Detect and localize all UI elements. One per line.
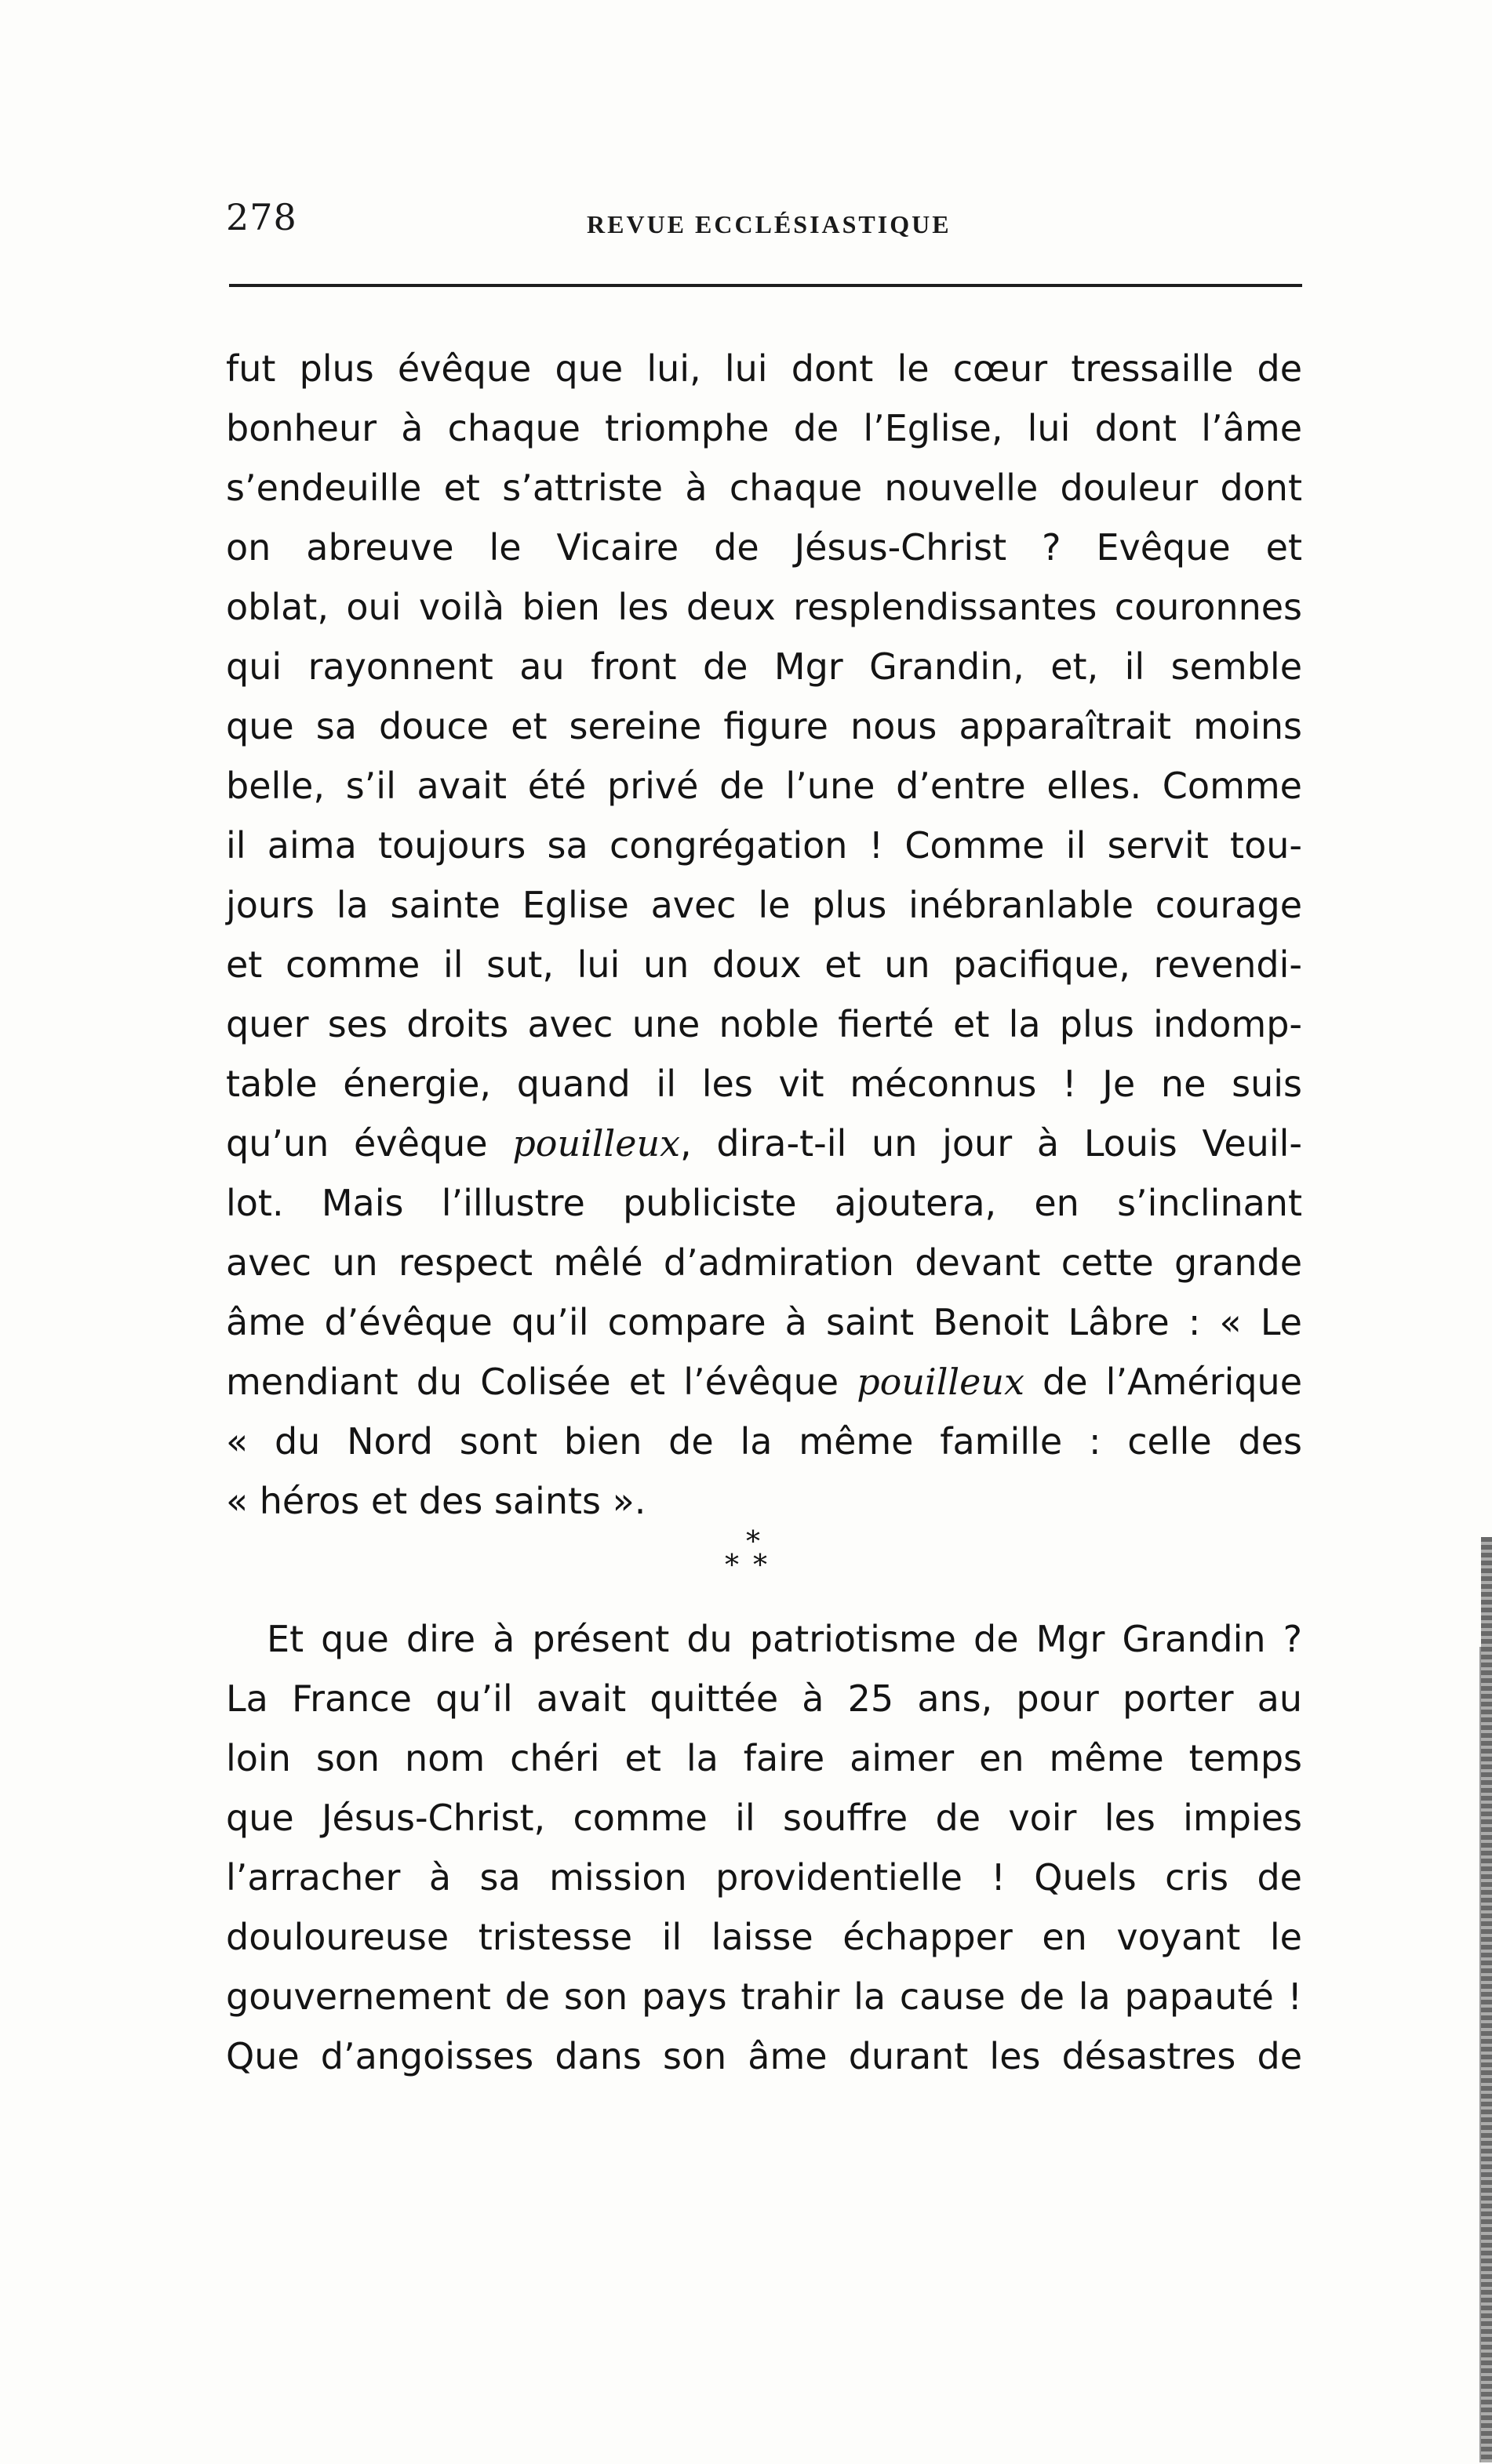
text-run: jours la sainte Eglise avec le plus inébranlable courage <box>226 884 1302 926</box>
text-line <box>226 339 1302 398</box>
text-run: il aima toujours sa congrégation ! Comme il servit tou- <box>226 824 1302 867</box>
text-line: douloureuse tristesse il laisse échapper en voyant le <box>226 1916 1302 1958</box>
text-run: de l’Amérique <box>1024 1361 1302 1403</box>
text-run: lot. Mais l’illustre publiciste ajoutera, en s’inclinant <box>226 1182 1302 1224</box>
text-line <box>226 637 1302 696</box>
text-line: loin son nom chéri et la faire aimer en même temps <box>226 1737 1302 1779</box>
text-line <box>226 875 1302 935</box>
text-line <box>226 398 1302 458</box>
text-run: belle, s’il avait été privé de l’une d’entre elles. Comme <box>226 765 1302 807</box>
text-run: mendiant du Colisée et l’évêque <box>226 1361 857 1403</box>
text-run: oblat, oui voilà bien les deux resplendissantes couronnes <box>226 586 1302 628</box>
text-line: l’arracher à sa mission providentielle ! Quels cris de <box>226 1856 1302 1899</box>
text-run: on abreuve le Vicaire de Jésus-Christ ? Evêque et <box>226 526 1302 569</box>
text-run: qu’un évêque <box>226 1122 513 1165</box>
text-line <box>226 696 1302 756</box>
text-line: Et que dire à présent du patriotisme de Mgr Grandin ? <box>267 1618 1302 1660</box>
text-line: La France qu’il avait quittée à 25 ans, pour porter au <box>226 1677 1302 1720</box>
asterism-separator <box>706 1526 800 1589</box>
text-run: « héros et des saints ». <box>226 1480 646 1522</box>
paragraph-2 <box>226 1609 1302 2086</box>
text-run: qui rayonnent au front de Mgr Grandin, et, il semble <box>226 645 1302 688</box>
text-line: Que d’angoisses dans son âme durant les désastres de <box>226 2035 1302 2077</box>
italic-word: pouilleux <box>512 1122 681 1165</box>
text-line <box>226 1114 1302 1173</box>
text-run: s’endeuille et s’attriste à chaque nouvelle douleur dont <box>226 467 1302 509</box>
text-run: « du Nord sont bien de la même famille : celle des <box>226 1420 1302 1463</box>
text-run: âme d’évêque qu’il compare à saint Benoit Lâbre : « Le <box>226 1301 1302 1343</box>
text-run: bonheur à chaque triomphe de l’Eglise, lui dont l’âme <box>226 407 1302 449</box>
text-line <box>226 756 1302 816</box>
text-run: et comme il sut, lui un doux et un pacifique, revendi- <box>226 943 1302 986</box>
running-head: REVUE ECCLÉSIASTIQUE <box>587 210 952 238</box>
text-line <box>226 458 1302 518</box>
text-line <box>226 1352 1302 1412</box>
text-line <box>226 816 1302 875</box>
header-rule <box>229 284 1302 287</box>
paragraph-1 <box>226 339 1302 1531</box>
text-line <box>226 1233 1302 1292</box>
text-line <box>226 994 1302 1054</box>
asterism-bottom: ** <box>725 1550 781 1582</box>
text-run: , dira-t-il un jour à Louis Veuil- <box>680 1122 1302 1165</box>
page-number: 278 <box>226 196 297 238</box>
text-run: que sa douce et sereine figure nous apparaîtrait moins <box>226 705 1302 747</box>
text-line <box>226 1471 1302 1531</box>
text-line <box>226 577 1302 637</box>
text-run: table énergie, quand il les vit méconnus ! Je ne suis <box>226 1063 1302 1105</box>
text-run: fut plus évêque que lui, lui dont le cœur tressaille de <box>226 347 1302 390</box>
asterism-top: * <box>746 1526 760 1558</box>
text-line <box>226 1412 1302 1471</box>
page-edge-shadow <box>1481 1537 1492 2462</box>
text-line <box>226 935 1302 994</box>
text-line <box>226 1292 1302 1352</box>
text-line <box>226 518 1302 577</box>
text-line: que Jésus-Christ, comme il souffre de voir les impies <box>226 1797 1302 1839</box>
text-line <box>226 1173 1302 1233</box>
text-line: gouvernement de son pays trahir la cause de la papauté ! <box>226 1975 1302 2018</box>
text-line <box>226 1054 1302 1114</box>
italic-word: pouilleux <box>857 1361 1024 1403</box>
text-run: avec un respect mêlé d’admiration devant cette grande <box>226 1241 1302 1284</box>
text-run: quer ses droits avec une noble fierté et la plus indomp- <box>226 1003 1302 1045</box>
page-header <box>226 196 1302 251</box>
